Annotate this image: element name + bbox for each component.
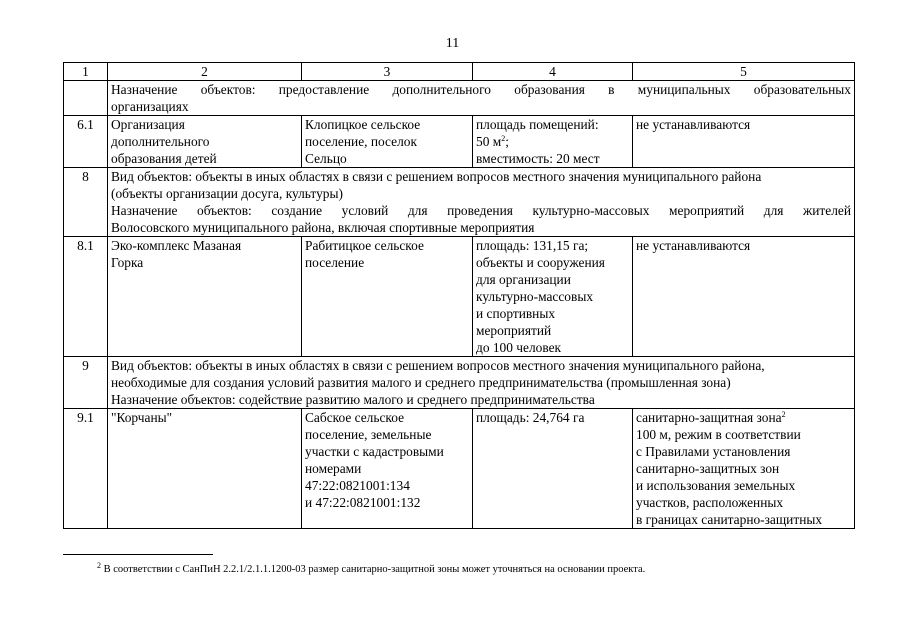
object-characteristics: площадь: 131,15 га; объекты и сооружения для организации культурно-массовых и спортивных мероприятий до 100 человек — [473, 237, 633, 357]
table-row — [64, 237, 855, 357]
footnote-ref: 2 — [781, 410, 786, 419]
purpose-line: организациях — [111, 99, 189, 114]
type-line: Вид объектов: объекты в иных областях в связи с решением вопросов местного значения муниципального района — [111, 169, 762, 184]
purpose-line: Назначение объектов: предоставление дополнительного образования в муниципальных образовательных — [111, 82, 851, 97]
footnote — [97, 563, 645, 577]
section-row — [64, 168, 855, 237]
object-location: Сабское сельское поселение, земельные участки с кадастровыми номерами 47:22:0821001:134 и 47:22:0821001:132 — [302, 409, 473, 529]
type-line: (объекты организации досуга, культуры) — [111, 186, 343, 201]
type-line: необходимые для создания условий развития малого и среднего предпринимательства (промышленная зона) — [111, 375, 731, 390]
section-description — [108, 81, 855, 116]
section-row — [64, 357, 855, 409]
object-location: Рабитицкое сельское поселение — [302, 237, 473, 357]
footnote-divider — [63, 554, 213, 555]
object-name: Организация дополнительного образования детей — [108, 116, 302, 168]
section-number: 9 — [64, 357, 108, 409]
column-header: 3 — [302, 63, 473, 81]
type-line: Вид объектов: объекты в иных областях в связи с решением вопросов местного значения муниципального района, — [111, 358, 765, 373]
object-name: "Корчаны" — [108, 409, 302, 529]
column-header: 1 — [64, 63, 108, 81]
object-zones: не устанавливаются — [633, 237, 855, 357]
purpose-line: Назначение объектов: создание условий для проведения культурно-массовых мероприятий для жителей — [111, 203, 851, 218]
section-description — [108, 357, 855, 409]
purpose-line: Назначение объектов: содействие развитию малого и среднего предпринимательства — [111, 392, 595, 407]
column-header: 4 — [473, 63, 633, 81]
object-name: Эко-комплекс Мазаная Горка — [108, 237, 302, 357]
row-number: 6.1 — [64, 116, 108, 168]
object-characteristics: площадь помещений: 50 $м^2$; вместимость: 20 мест — [473, 116, 633, 168]
planning-table — [63, 62, 855, 529]
column-header: 2 — [108, 63, 302, 81]
object-zones: санитарно-защитная зона$^2$ 100 м, режим в соответствии с Правилами установления санитарно-защитных зон и использования земельных участков, расположенных в границах санитарно-защитных — [633, 409, 855, 529]
table-header-row — [64, 63, 855, 81]
object-characteristics: площадь: 24,764 га — [473, 409, 633, 529]
table-row — [64, 409, 855, 529]
purpose-line: Волосовского муниципального района, включая спортивные мероприятия — [111, 220, 535, 235]
column-header: 5 — [633, 63, 855, 81]
row-number: 8.1 — [64, 237, 108, 357]
table-row — [64, 116, 855, 168]
footnote-text: В соответствии с СанПиН 2.2.1/2.1.1.1200-03 размер санитарно-защитной зоны может уточняться на основании проекта. — [101, 564, 646, 575]
object-location: Клопицкое сельское поселение, поселок Сельцо — [302, 116, 473, 168]
object-zones: не устанавливаются — [633, 116, 855, 168]
section-number: 8 — [64, 168, 108, 237]
section-description — [108, 168, 855, 237]
row-number: 9.1 — [64, 409, 108, 529]
footnote-marker: 2 — [97, 561, 101, 570]
section-row — [64, 81, 855, 116]
page-number: 11 — [445, 36, 460, 51]
